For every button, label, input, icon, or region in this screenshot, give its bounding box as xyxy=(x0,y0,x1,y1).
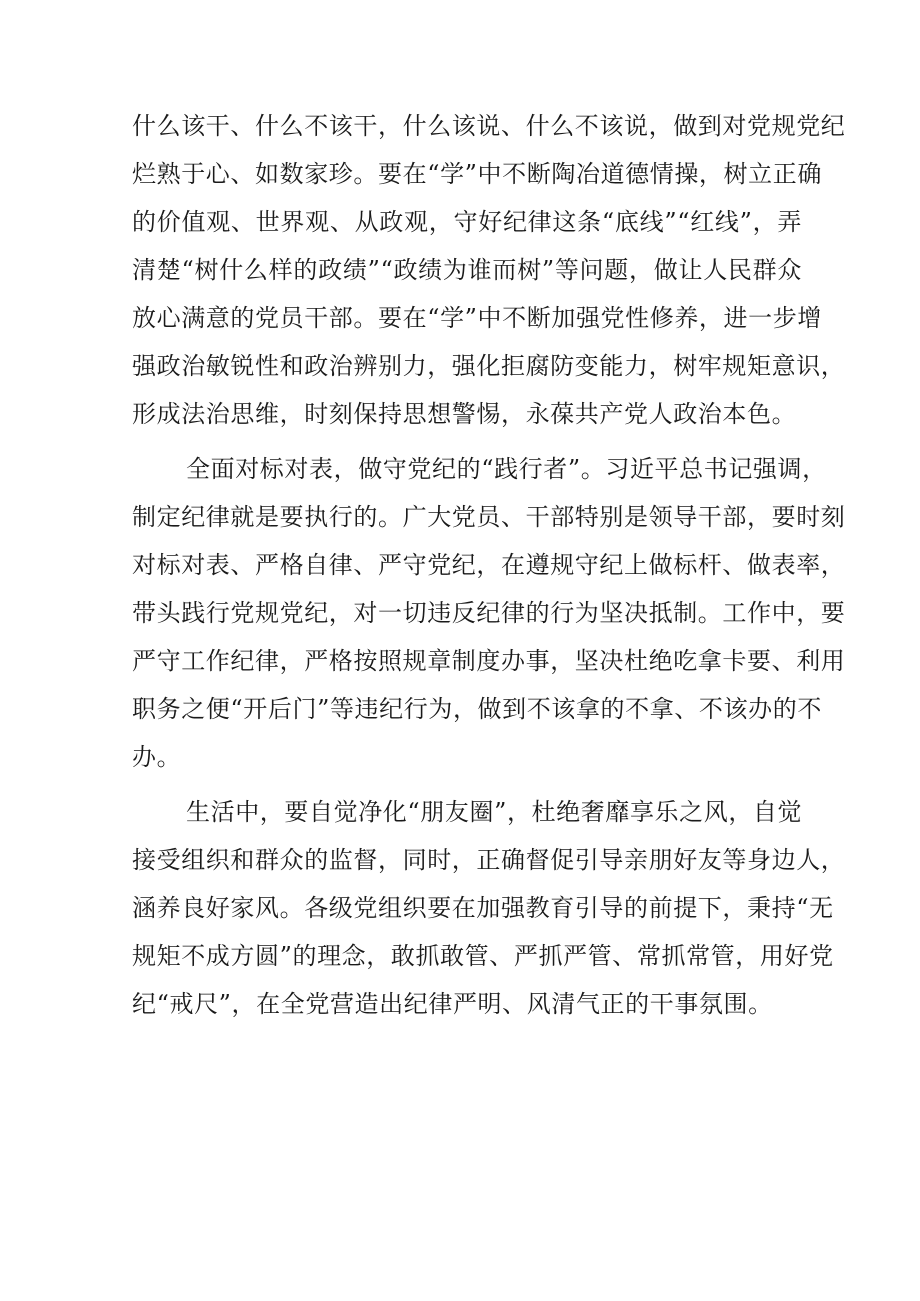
text-line: 放心满意的党员干部。要在“学”中不断加强党性修养，进一步增 xyxy=(132,304,822,332)
text-line: 职务之便“开后门”等违纪行为，做到不该拿的不拿、不该办的不 xyxy=(132,695,822,723)
text-line: 规矩不成方圆”的理念，敢抓敢管、严抓严管、常抓常管，用好党 xyxy=(132,942,834,970)
text-line: 形成法治思维，时刻保持思想警惕，永葆共产党人政治本色。 xyxy=(132,400,797,428)
text-line: 制定纪律就是要执行的。广大党员、干部特别是领导干部，要时刻 xyxy=(132,503,846,531)
text-line: 严守工作纪律，严格按照规章制度办事，坚决杜绝吃拿卡要、利用 xyxy=(132,647,846,675)
text-line: 带头践行党规党纪，对一切违反纪律的行为坚决抵制。工作中，要 xyxy=(132,599,846,627)
text-line: 的价值观、世界观、从政观，守好纪律这条“底线”“红线”，弄 xyxy=(132,208,802,236)
text-line: 清楚“树什么样的政绩”“政绩为谁而树”等问题，做让人民群众 xyxy=(132,256,802,284)
text-line: 办。 xyxy=(132,743,182,771)
text-line: 接受组织和群众的监督，同时，正确督促引导亲朋好友等身边人， xyxy=(132,846,846,874)
text-line: 涵养良好家风。各级党组织要在加强教育引导的前提下，秉持“无 xyxy=(132,894,834,922)
text-line: 什么该干、什么不该干，什么该说、什么不该说，做到对党规党纪 xyxy=(132,112,846,140)
text-line: 对标对表、严格自律、严守党纪，在遵规守纪上做标杆、做表率， xyxy=(132,551,846,579)
paragraph-first-line: 全面对标对表，做守党纪的“践行者”。习近平总书记强调， xyxy=(186,455,827,483)
paragraph-first-line: 生活中，要自觉净化“朋友圈”，杜绝奢靡享乐之风，自觉 xyxy=(186,798,803,826)
text-line: 烂熟于心、如数家珍。要在“学”中不断陶冶道德情操，树立正确 xyxy=(132,160,822,188)
text-line: 强政治敏锐性和政治辨别力，强化拒腐防变能力，树牢规矩意识， xyxy=(132,352,846,380)
text-line: 纪“戒尺”，在全党营造出纪律严明、风清气正的干事氛围。 xyxy=(132,990,773,1018)
